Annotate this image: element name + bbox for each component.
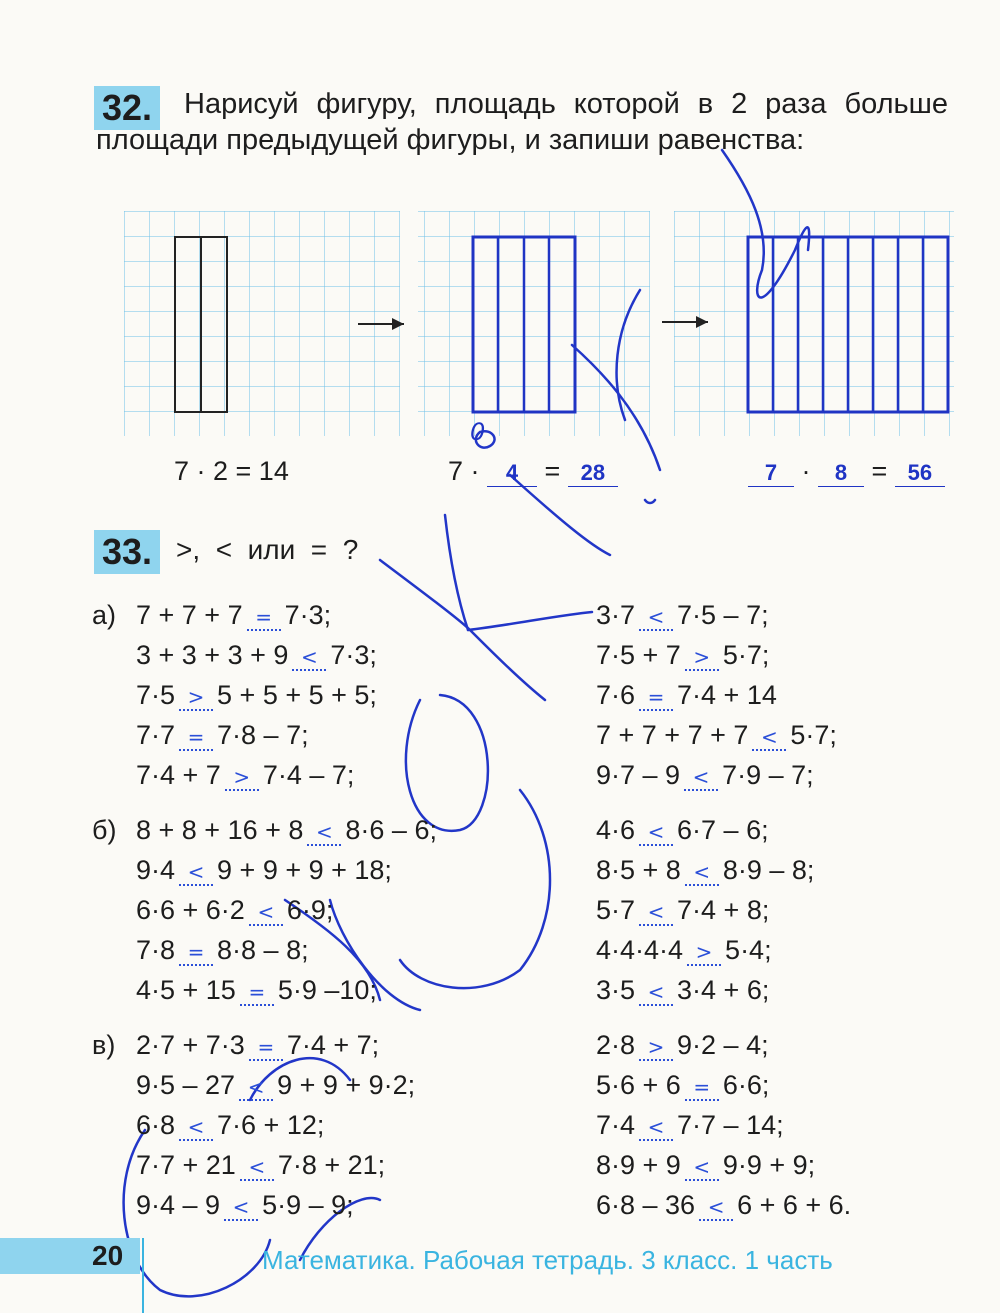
comparison-row (596, 1150, 815, 1181)
equation-3-answer-b: 8 (818, 460, 864, 487)
comparison-sign[interactable]: < (292, 645, 326, 671)
grid-area-2 (418, 211, 650, 436)
comparison-row (136, 815, 437, 846)
comparison-lhs: 9·4 (136, 855, 176, 885)
comparison-lhs: 9·7 – 9 (596, 760, 681, 790)
comparison-rhs: 7·9 – 7; (722, 760, 814, 790)
comparison-row (136, 1150, 385, 1181)
task-33-prompt: >, < или = ? (176, 534, 359, 565)
task-32-text: Нарисуй фигуру, площадь которой в 2 раза больше площади предыдущей фигуры, и запиши равенства: (96, 88, 948, 156)
comparison-sign[interactable]: < (639, 1115, 673, 1141)
comparison-rhs: 7·4 + 8; (677, 895, 770, 925)
comparison-lhs: 7·4 (596, 1110, 636, 1140)
comparison-sign[interactable]: > (179, 685, 213, 711)
comparison-lhs: 7 + 7 + 7 (136, 600, 243, 630)
comparison-rhs: 7·6 + 12; (217, 1110, 325, 1140)
equation-3-answer-a: 7 (748, 460, 794, 487)
equation-3-equals: = (871, 456, 888, 486)
comparison-lhs: 5·6 + 6 (596, 1070, 681, 1100)
comparison-rhs: 8·9 – 8; (722, 855, 815, 885)
comparison-lhs: 7 + 7 + 7 + 7 (596, 720, 749, 750)
comparison-lhs: 2·8 (596, 1030, 636, 1060)
group-label: б) (92, 815, 117, 845)
equation-1: 7 · 2 = 14 (174, 456, 289, 486)
comparison-lhs: 9·4 – 9 (136, 1190, 221, 1220)
equation-2-answer-a: 4 (487, 460, 537, 487)
comparison-rhs: 5·7; (790, 720, 837, 750)
comparison-lhs: 8 + 8 + 16 + 8 (136, 815, 304, 845)
comparison-lhs: 3 + 3 + 3 + 9 (136, 640, 289, 670)
comparison-sign[interactable]: < (239, 1075, 273, 1101)
comparison-rhs: 5·9 –10; (277, 975, 377, 1005)
comparison-rhs: 5 + 5 + 5 + 5; (217, 680, 377, 710)
comparison-row (136, 600, 331, 631)
comparison-row (596, 760, 814, 791)
comparison-lhs: 4·6 (596, 815, 636, 845)
comparison-rhs: 7·3; (284, 600, 332, 630)
comparison-lhs: 8·9 + 9 (596, 1150, 681, 1180)
comparison-row (136, 760, 354, 791)
equation-2-prefix: 7 · (448, 456, 480, 486)
comparison-rhs: 9·9 + 9; (722, 1150, 816, 1180)
group-label: в) (92, 1030, 116, 1060)
comparison-row (136, 640, 377, 671)
comparison-rhs: 5·7; (722, 640, 770, 670)
comparison-lhs: 5·7 (596, 895, 636, 925)
comparison-rhs: 7·8 – 7; (217, 720, 309, 750)
comparison-sign[interactable]: = (240, 980, 274, 1006)
comparison-sign[interactable]: < (307, 820, 341, 846)
comparison-sign[interactable]: = (639, 685, 673, 711)
comparison-sign[interactable]: = (179, 725, 213, 751)
comparison-row (136, 680, 377, 711)
comparison-sign[interactable]: = (247, 605, 281, 631)
comparison-row (596, 1190, 851, 1221)
comparison-sign[interactable]: = (685, 1075, 719, 1101)
comparison-sign[interactable]: < (639, 980, 673, 1006)
comparison-row (136, 975, 377, 1006)
comparison-rhs: 8·8 – 8; (217, 935, 309, 965)
comparison-row (596, 680, 777, 711)
comparison-rhs: 5·4; (725, 935, 772, 965)
comparison-lhs: 8·5 + 8 (596, 855, 681, 885)
comparison-lhs: 6·8 (136, 1110, 176, 1140)
comparison-lhs: 4·4·4·4 (596, 935, 684, 965)
comparison-sign[interactable]: < (685, 860, 719, 886)
equation-2 (448, 456, 618, 487)
comparison-sign[interactable]: < (179, 1115, 213, 1141)
comparison-rhs: 7·4 + 14 (677, 680, 777, 710)
comparison-row (596, 935, 772, 966)
comparison-rhs: 7·7 – 14; (677, 1110, 784, 1140)
comparison-lhs: 4·5 + 15 (136, 975, 236, 1005)
comparison-sign[interactable]: < (752, 725, 786, 751)
comparison-rhs: 8·6 – 6; (345, 815, 437, 845)
comparison-rhs: 7·8 + 21; (277, 1150, 386, 1180)
comparison-row (596, 975, 769, 1006)
comparison-lhs: 3·5 (596, 975, 636, 1005)
comparison-rhs: 3·4 + 6; (677, 975, 770, 1005)
footer-rule (142, 1238, 144, 1313)
comparison-row (596, 1070, 769, 1101)
comparison-sign[interactable]: = (179, 940, 213, 966)
comparison-rhs: 6·9; (286, 895, 334, 925)
comparison-rhs: 6 + 6 + 6. (737, 1190, 852, 1220)
comparison-sign[interactable]: < (639, 820, 673, 846)
comparison-sign[interactable]: < (699, 1195, 733, 1221)
comparison-rhs: 9 + 9 + 9·2; (277, 1070, 416, 1100)
comparison-row (596, 600, 769, 631)
comparison-sign[interactable]: < (249, 900, 283, 926)
comparison-lhs: 7·7 (136, 720, 176, 750)
comparison-lhs: 6·6 + 6·2 (136, 895, 245, 925)
comparison-sign[interactable]: < (224, 1195, 258, 1221)
group-label: а) (92, 600, 117, 630)
comparison-sign[interactable]: < (179, 860, 213, 886)
comparison-row (596, 640, 769, 671)
comparison-lhs: 7·7 + 21 (136, 1150, 236, 1180)
comparison-rhs: 5·9 – 9; (262, 1190, 354, 1220)
comparison-sign[interactable]: > (687, 940, 721, 966)
comparison-sign[interactable]: > (639, 1035, 673, 1061)
comparison-sign[interactable]: < (240, 1155, 274, 1181)
comparison-row (136, 895, 333, 926)
task-32-number: 32. (94, 86, 160, 130)
comparison-row (596, 895, 769, 926)
comparison-row (136, 1030, 379, 1061)
comparison-sign[interactable]: > (685, 645, 719, 671)
task-33-number: 33. (94, 530, 160, 574)
grid-area-3 (674, 211, 954, 436)
teacher-mark: 0 (470, 418, 486, 446)
comparison-lhs: 7·6 (596, 680, 636, 710)
comparison-rhs: 7·5 – 7; (677, 600, 769, 630)
comparison-row (136, 720, 309, 751)
comparison-rhs: 9·2 – 4; (677, 1030, 769, 1060)
comparison-row (596, 1110, 784, 1141)
comparison-lhs: 6·8 – 36 (596, 1190, 696, 1220)
equation-3-dot: · (801, 456, 811, 486)
comparison-sign[interactable]: < (639, 605, 673, 631)
comparison-rhs: 9 + 9 + 9 + 18; (217, 855, 392, 885)
comparison-sign[interactable]: = (249, 1035, 283, 1061)
page-number: 20 (92, 1240, 124, 1271)
equation-2-answer-b: 28 (568, 460, 618, 487)
comparison-lhs: 7·5 + 7 (596, 640, 681, 670)
comparison-sign[interactable]: < (639, 900, 673, 926)
comparison-sign[interactable]: < (685, 1155, 719, 1181)
equation-2-equals: = (544, 456, 561, 486)
comparison-lhs: 9·5 – 27 (136, 1070, 236, 1100)
comparison-lhs: 7·8 (136, 935, 176, 965)
comparison-row (136, 855, 392, 886)
comparison-rhs: 6·6; (722, 1070, 770, 1100)
comparison-row (136, 1070, 415, 1101)
comparison-sign[interactable]: > (225, 765, 259, 791)
footer-title: Математика. Рабочая тетрадь. 3 класс. 1 часть (262, 1245, 833, 1275)
comparison-row (136, 1110, 324, 1141)
equation-3-answer-c: 56 (895, 460, 945, 487)
comparison-sign[interactable]: < (684, 765, 718, 791)
comparison-row (596, 720, 837, 751)
comparison-lhs: 7·4 + 7 (136, 760, 221, 790)
equation-3 (748, 456, 945, 487)
comparison-lhs: 7·5 (136, 680, 176, 710)
comparison-rhs: 7·3; (330, 640, 377, 670)
comparison-row (596, 815, 769, 846)
comparison-row (136, 1190, 354, 1221)
comparison-rhs: 7·4 – 7; (262, 760, 355, 790)
comparison-rhs: 7·4 + 7; (286, 1030, 380, 1060)
comparison-row (596, 855, 814, 886)
comparison-lhs: 3·7 (596, 600, 636, 630)
comparison-lhs: 2·7 + 7·3 (136, 1030, 245, 1060)
comparison-rhs: 6·7 – 6; (677, 815, 769, 845)
comparison-row (596, 1030, 769, 1061)
comparison-row (136, 935, 309, 966)
